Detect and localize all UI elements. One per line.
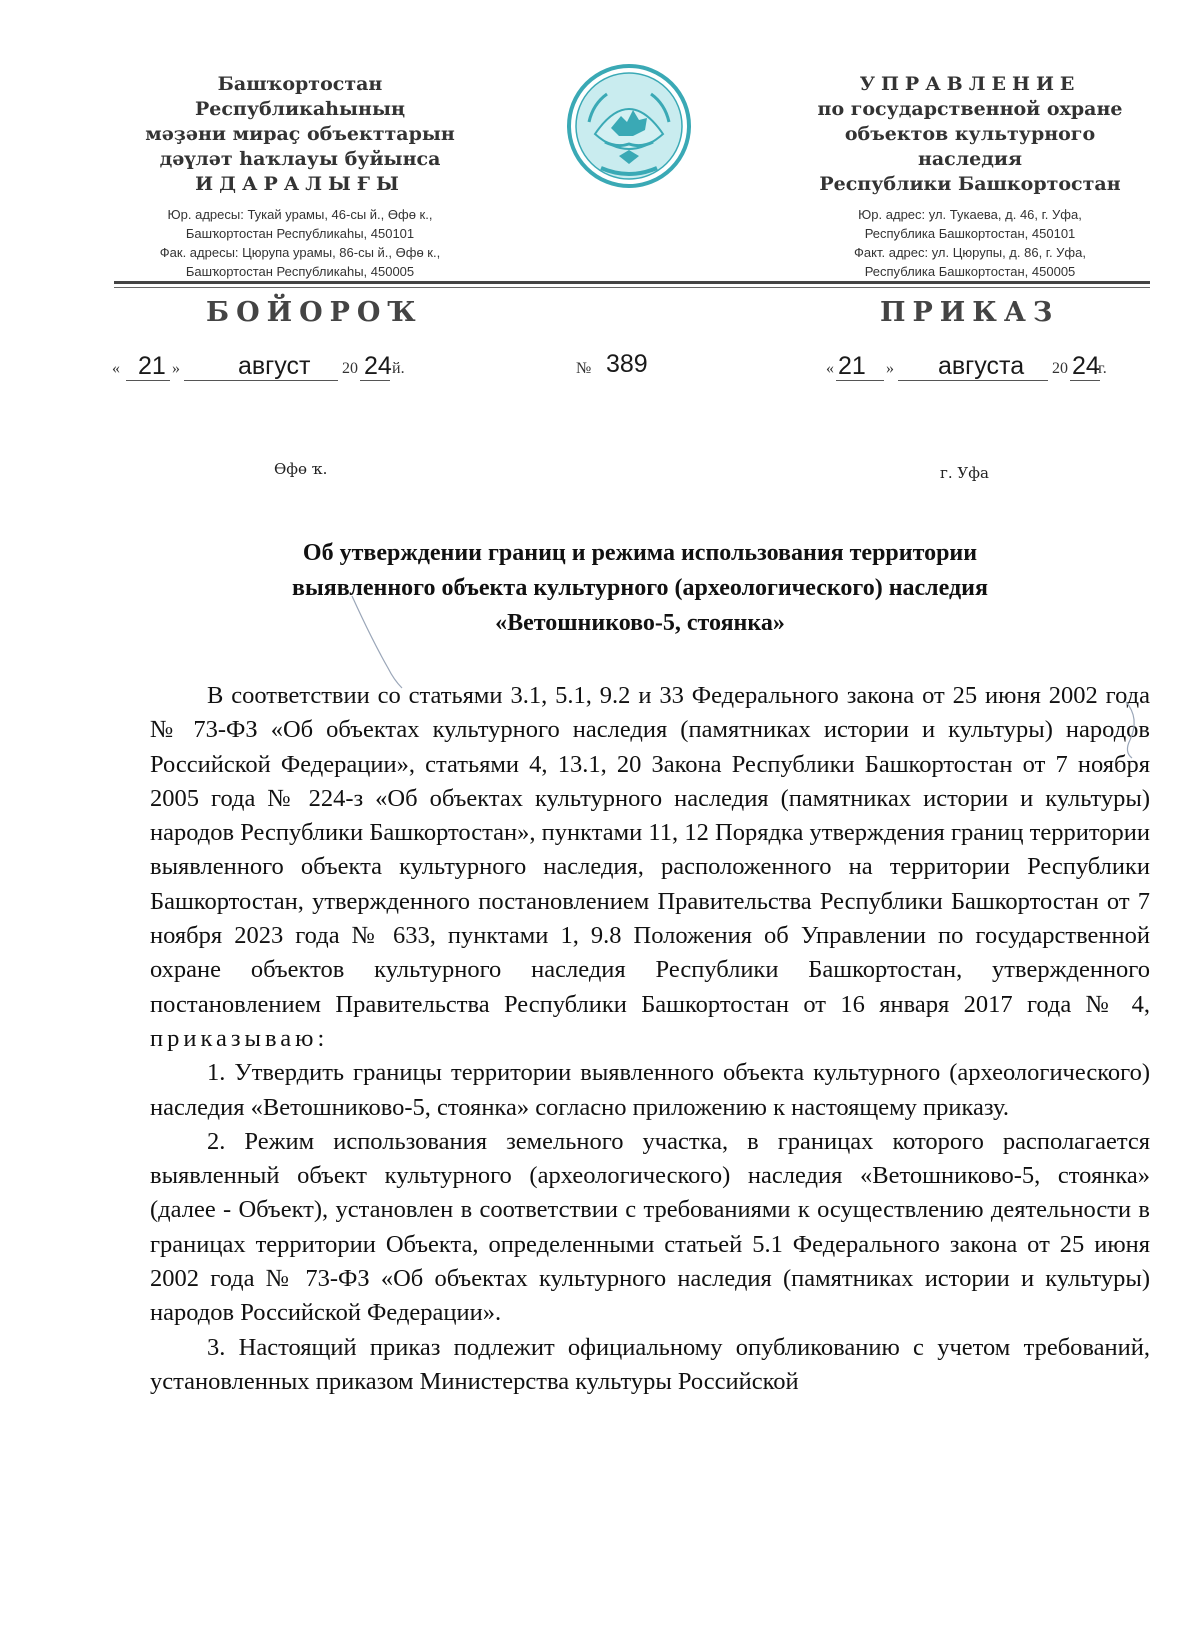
header-left-line: мәҙәни мираҫ объекттарын [145,123,455,145]
item-paragraph: 3. Настоящий приказ подлежит официальному опубликованию с учетом требований, установленных приказом Министерства культуры Российской [150,1333,1150,1395]
address-line: Башҡортостан Республикаһы, 450101 [185,226,415,241]
header-left-title [110,72,490,197]
header-right-line: по государственной охране [817,98,1123,120]
header-left-address [110,205,490,281]
header-left-line: ИДАРАЛЫҒЫ [195,173,405,195]
quote-close: » [172,360,180,377]
header-left-line: Башҡортостан Республикаһының [194,73,406,120]
header-right-line: УПРАВЛЕНИЕ [859,73,1081,95]
date-month: август [238,352,311,380]
doc-type-right: ПРИКАЗ [880,297,1060,328]
address-line: Республика Башкортостан, 450005 [864,264,1076,279]
header-left-line: дәүләт һаҡлауы буйынса [159,148,441,170]
city-left: Өфө ҡ. [274,460,328,478]
address-line: Юр. адресы: Тукай урамы, 46-сы й., Өфө к., [167,207,433,222]
date-year-prefix: 20 [1052,360,1068,377]
address-line: Республика Башкортостан, 450101 [864,226,1076,241]
quote-close: » [886,360,894,377]
number-value: 389 [606,350,648,378]
doc-type-left: БОЙОРОҠ [206,297,423,328]
header-divider [114,281,1150,284]
quote-open: « [112,360,120,377]
bashkortostan-coat-of-arms-icon [567,64,691,188]
header-right-line: Республики Башкортостан [819,173,1121,195]
preamble-paragraph [150,679,1150,1056]
preamble-text: В соответствии со статьями 3.1, 5.1, 9.2 и 33 Федерального закона от 25 июня 2002 года № 73-ФЗ «Об объектах культурного наследия (памятниках истории и культуры) народов Российской Федерации», статьями 4, 13.1, 20 Закона Республики Башкортостан от 7 ноября 2005 года № 224-з «Об объектах культурного наследия (памятниках истории и культуры) народов Республики Башкортостан», пунктами 11, 12 Порядка утверждения границ территории выявленного объекта культурного наследия, расположенного на территории Республики Башкортостан, утвержденного постановлением Правительства Республики Башкортостан от 7 ноября 2023 года № 633, пунктами 1, 9.8 Положения об Управлении по государственной охране объектов культурного наследия Республики Башкортостан, утвержденного постановлением Правительства Республики Башкортостан от 16 января 2017 года № 4, [150,682,1150,1018]
left-date [112,344,442,384]
city-right: г. Уфа [940,464,989,482]
title-line: выявленного объекта культурного (археологического) наследия [292,575,988,601]
item-paragraph: 1. Утвердить границы территории выявленного объекта культурного (археологического) наследия «Ветошниково-5, стоянка» согласно приложению к настоящему приказу. [150,1059,1150,1121]
address-line: Фак. адресы: Цюрупа урамы, 86-сы й., Өфө к., [159,245,441,260]
date-year-prefix: 20 [342,360,358,377]
date-year-word: г. [1098,360,1107,377]
number-sign: № [576,360,592,377]
right-date [826,344,1156,384]
document-title [200,536,1080,641]
item-paragraph: 2. Режим использования земельного участка, в границах которого располагается выявленный объект культурного (археологического) наследия «Ветошниково-5, стоянка» (далее - Объект), установлен в соответствии с требованиями к осуществлению деятельности в границах территории Объекта, определенными статьей 5.1 Федерального закона от 25 июня 2002 года № 73-ФЗ «Об объектах культурного наследия (памятниках истории и культуры) народов Российской Федерации». [150,1127,1150,1327]
date-year-word: й. [392,360,405,377]
header-right-line: объектов культурного наследия [844,123,1096,170]
order-number [576,344,676,384]
date-year: 24 [364,352,392,380]
date-day: 21 [838,352,866,380]
header-right-address [790,205,1150,281]
header-divider-thin [114,287,1150,288]
quote-open: « [826,360,834,377]
title-line: Об утверждении границ и режима использования территории [302,540,978,566]
date-year: 24 [1072,352,1100,380]
document-body [150,679,1150,1399]
address-line: Факт. адрес: ул. Цюрупы, д. 86, г. Уфа, [854,245,1086,260]
date-month: августа [938,352,1025,380]
title-line: «Ветошниково-5, стоянка» [495,610,785,636]
header-right-title [790,72,1150,197]
header-right [790,72,1150,281]
order-word: приказываю: [150,1024,329,1052]
address-line: Юр. адрес: ул. Тукаева, д. 46, г. Уфа, [858,207,1082,222]
date-day: 21 [138,352,166,380]
header-left [110,72,490,281]
address-line: Башҡортостан Республикаһы, 450005 [185,264,415,279]
